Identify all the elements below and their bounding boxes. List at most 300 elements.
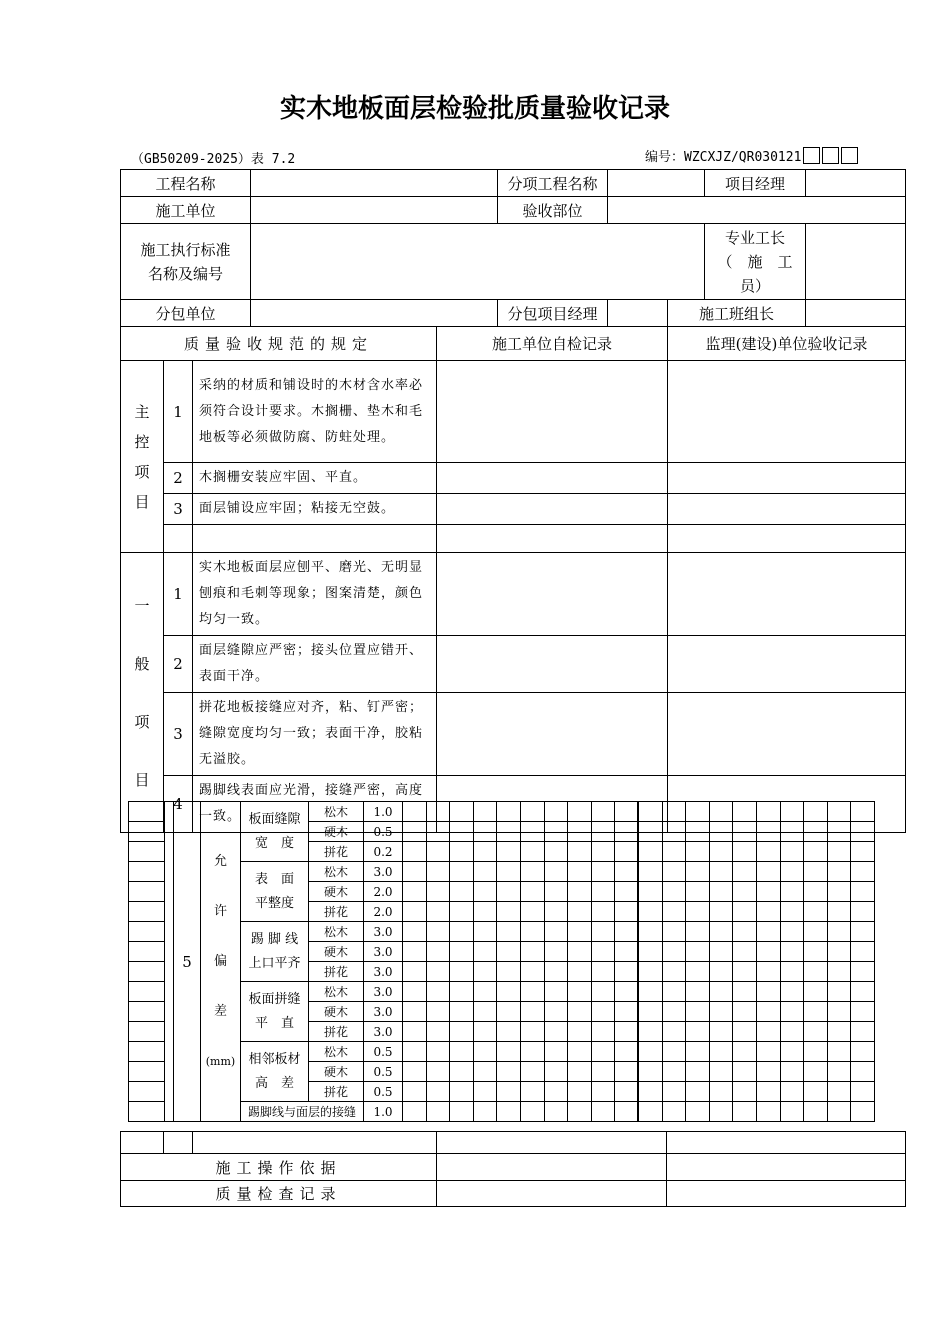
- supervision-cell[interactable]: [686, 882, 710, 902]
- supervision-cell[interactable]: [686, 922, 710, 942]
- measure-cell[interactable]: [615, 862, 639, 882]
- supervision-cell[interactable]: [733, 802, 757, 822]
- general-item-supervision[interactable]: [668, 636, 906, 693]
- supervision-cell[interactable]: [638, 1042, 662, 1062]
- measure-cell[interactable]: [450, 942, 474, 962]
- measure-cell[interactable]: [450, 982, 474, 1002]
- supervision-cell[interactable]: [662, 842, 686, 862]
- supervision-cell[interactable]: [733, 1102, 757, 1122]
- supervision-cell[interactable]: [756, 982, 780, 1002]
- measure-cell[interactable]: [520, 802, 544, 822]
- measure-cell[interactable]: [591, 842, 615, 862]
- supervision-cell[interactable]: [780, 1022, 804, 1042]
- measure-cell[interactable]: [520, 1022, 544, 1042]
- supervision-cell[interactable]: [662, 962, 686, 982]
- measure-cell[interactable]: [544, 802, 568, 822]
- measure-cell[interactable]: [520, 1082, 544, 1102]
- supervision-cell[interactable]: [756, 842, 780, 862]
- supervision-cell[interactable]: [827, 902, 851, 922]
- measure-cell[interactable]: [544, 822, 568, 842]
- supervision-cell[interactable]: [756, 922, 780, 942]
- supervision-cell[interactable]: [756, 962, 780, 982]
- measure-cell[interactable]: [544, 922, 568, 942]
- supervision-cell[interactable]: [638, 902, 662, 922]
- supervision-cell[interactable]: [638, 1062, 662, 1082]
- measure-cell[interactable]: [450, 1082, 474, 1102]
- measure-cell[interactable]: [497, 962, 521, 982]
- measure-cell[interactable]: [403, 882, 427, 902]
- supervision-cell[interactable]: [709, 1102, 733, 1122]
- supervision-cell[interactable]: [804, 1002, 828, 1022]
- measure-cell[interactable]: [426, 1042, 450, 1062]
- supervision-cell[interactable]: [638, 1102, 662, 1122]
- measure-cell[interactable]: [497, 822, 521, 842]
- supervision-cell[interactable]: [780, 1102, 804, 1122]
- supervision-cell[interactable]: [662, 822, 686, 842]
- measure-cell[interactable]: [568, 902, 592, 922]
- measure-cell[interactable]: [591, 1002, 615, 1022]
- measure-cell[interactable]: [615, 822, 639, 842]
- acceptance-part-field[interactable]: [608, 197, 906, 224]
- code-box-2[interactable]: [822, 147, 839, 164]
- measure-cell[interactable]: [403, 1082, 427, 1102]
- measure-cell[interactable]: [473, 822, 497, 842]
- measure-cell[interactable]: [473, 1042, 497, 1062]
- measure-cell[interactable]: [544, 1042, 568, 1062]
- supervision-cell[interactable]: [827, 1062, 851, 1082]
- supervision-cell[interactable]: [851, 1022, 875, 1042]
- measure-cell[interactable]: [544, 842, 568, 862]
- measure-cell[interactable]: [568, 802, 592, 822]
- supervision-cell[interactable]: [804, 802, 828, 822]
- measure-cell[interactable]: [568, 1022, 592, 1042]
- supervision-cell[interactable]: [733, 962, 757, 982]
- supervision-cell[interactable]: [638, 1002, 662, 1022]
- measure-cell[interactable]: [497, 1102, 521, 1122]
- supervision-cell[interactable]: [756, 862, 780, 882]
- supervision-cell[interactable]: [638, 1022, 662, 1042]
- measure-cell[interactable]: [473, 882, 497, 902]
- supervision-cell[interactable]: [709, 882, 733, 902]
- supervision-cell[interactable]: [804, 862, 828, 882]
- measure-cell[interactable]: [473, 1022, 497, 1042]
- supervision-cell[interactable]: [662, 1002, 686, 1022]
- project-name-field[interactable]: [251, 170, 498, 197]
- main-item-self-check[interactable]: [437, 361, 668, 463]
- measure-cell[interactable]: [568, 1082, 592, 1102]
- supervision-cell[interactable]: [756, 882, 780, 902]
- supervision-cell[interactable]: [733, 1022, 757, 1042]
- general-item-supervision[interactable]: [668, 553, 906, 636]
- supervision-cell[interactable]: [827, 942, 851, 962]
- measure-cell[interactable]: [426, 1002, 450, 1022]
- measure-cell[interactable]: [403, 1002, 427, 1022]
- measure-cell[interactable]: [520, 982, 544, 1002]
- supervision-cell[interactable]: [827, 1102, 851, 1122]
- supervision-cell[interactable]: [686, 802, 710, 822]
- supervision-cell[interactable]: [827, 962, 851, 982]
- main-item-self-check[interactable]: [437, 463, 668, 494]
- supervision-cell[interactable]: [686, 1062, 710, 1082]
- measure-cell[interactable]: [403, 862, 427, 882]
- supervision-cell[interactable]: [851, 862, 875, 882]
- supervision-cell[interactable]: [686, 902, 710, 922]
- measure-cell[interactable]: [615, 1042, 639, 1062]
- measure-cell[interactable]: [591, 1082, 615, 1102]
- supervision-cell[interactable]: [733, 822, 757, 842]
- basis-self-check[interactable]: [437, 1154, 667, 1181]
- supervision-cell[interactable]: [851, 922, 875, 942]
- measure-cell[interactable]: [426, 882, 450, 902]
- measure-cell[interactable]: [450, 1102, 474, 1122]
- measure-cell[interactable]: [615, 1022, 639, 1042]
- supervision-cell[interactable]: [662, 1102, 686, 1122]
- measure-cell[interactable]: [426, 802, 450, 822]
- supervision-cell[interactable]: [780, 862, 804, 882]
- measure-cell[interactable]: [426, 962, 450, 982]
- supervision-cell[interactable]: [827, 822, 851, 842]
- supervision-cell[interactable]: [827, 842, 851, 862]
- measure-cell[interactable]: [403, 822, 427, 842]
- project-manager-field[interactable]: [806, 170, 906, 197]
- supervision-cell[interactable]: [709, 922, 733, 942]
- supervision-cell[interactable]: [756, 1102, 780, 1122]
- supervision-cell[interactable]: [662, 1082, 686, 1102]
- supervision-cell[interactable]: [851, 822, 875, 842]
- measure-cell[interactable]: [615, 962, 639, 982]
- supervision-cell[interactable]: [733, 842, 757, 862]
- supervision-cell[interactable]: [709, 842, 733, 862]
- measure-cell[interactable]: [426, 982, 450, 1002]
- supervision-cell[interactable]: [709, 902, 733, 922]
- measure-cell[interactable]: [591, 962, 615, 982]
- measure-cell[interactable]: [403, 982, 427, 1002]
- measure-cell[interactable]: [568, 942, 592, 962]
- supervision-cell[interactable]: [851, 1042, 875, 1062]
- measure-cell[interactable]: [426, 1022, 450, 1042]
- supervision-cell[interactable]: [780, 902, 804, 922]
- supervision-cell[interactable]: [709, 822, 733, 842]
- measure-cell[interactable]: [426, 862, 450, 882]
- supervision-cell[interactable]: [709, 962, 733, 982]
- supervision-cell[interactable]: [827, 1042, 851, 1062]
- supervision-cell[interactable]: [733, 942, 757, 962]
- measure-cell[interactable]: [450, 802, 474, 822]
- measure-cell[interactable]: [591, 802, 615, 822]
- measure-cell[interactable]: [403, 942, 427, 962]
- supervision-cell[interactable]: [780, 802, 804, 822]
- measure-cell[interactable]: [450, 862, 474, 882]
- measure-cell[interactable]: [450, 922, 474, 942]
- measure-cell[interactable]: [615, 1062, 639, 1082]
- measure-cell[interactable]: [473, 1062, 497, 1082]
- supervision-cell[interactable]: [756, 902, 780, 922]
- supervision-cell[interactable]: [804, 922, 828, 942]
- measure-cell[interactable]: [615, 982, 639, 1002]
- supervision-cell[interactable]: [638, 842, 662, 862]
- supervision-cell[interactable]: [851, 1062, 875, 1082]
- measure-cell[interactable]: [615, 802, 639, 822]
- supervision-cell[interactable]: [709, 1082, 733, 1102]
- measure-cell[interactable]: [615, 842, 639, 862]
- measure-cell[interactable]: [544, 1102, 568, 1122]
- supervision-cell[interactable]: [638, 962, 662, 982]
- supervision-cell[interactable]: [709, 1042, 733, 1062]
- supervision-cell[interactable]: [804, 1022, 828, 1042]
- measure-cell[interactable]: [520, 842, 544, 862]
- measure-cell[interactable]: [473, 922, 497, 942]
- supervision-cell[interactable]: [804, 962, 828, 982]
- supervision-cell[interactable]: [780, 922, 804, 942]
- measure-cell[interactable]: [591, 982, 615, 1002]
- supervision-cell[interactable]: [851, 902, 875, 922]
- supervision-cell[interactable]: [780, 942, 804, 962]
- measure-cell[interactable]: [520, 1002, 544, 1022]
- supervision-cell[interactable]: [804, 1082, 828, 1102]
- code-box-3[interactable]: [841, 147, 858, 164]
- measure-cell[interactable]: [403, 1102, 427, 1122]
- measure-cell[interactable]: [450, 962, 474, 982]
- supervision-cell[interactable]: [662, 1042, 686, 1062]
- supervision-cell[interactable]: [638, 942, 662, 962]
- supervision-cell[interactable]: [851, 1002, 875, 1022]
- supervision-cell[interactable]: [662, 882, 686, 902]
- supervision-cell[interactable]: [804, 1062, 828, 1082]
- measure-cell[interactable]: [426, 842, 450, 862]
- supervision-cell[interactable]: [780, 982, 804, 1002]
- measure-cell[interactable]: [473, 1002, 497, 1022]
- measure-cell[interactable]: [544, 882, 568, 902]
- supervision-cell[interactable]: [780, 882, 804, 902]
- supervision-cell[interactable]: [733, 1002, 757, 1022]
- measure-cell[interactable]: [473, 802, 497, 822]
- measure-cell[interactable]: [568, 842, 592, 862]
- measure-cell[interactable]: [520, 1062, 544, 1082]
- measure-cell[interactable]: [520, 902, 544, 922]
- measure-cell[interactable]: [426, 922, 450, 942]
- measure-cell[interactable]: [591, 1062, 615, 1082]
- measure-cell[interactable]: [544, 1062, 568, 1082]
- record-self-check[interactable]: [437, 1181, 667, 1207]
- supervision-cell[interactable]: [662, 942, 686, 962]
- supervision-cell[interactable]: [638, 922, 662, 942]
- measure-cell[interactable]: [450, 882, 474, 902]
- supervision-cell[interactable]: [638, 822, 662, 842]
- supervision-cell[interactable]: [756, 942, 780, 962]
- supervision-cell[interactable]: [638, 1082, 662, 1102]
- supervision-cell[interactable]: [686, 1082, 710, 1102]
- supervision-cell[interactable]: [686, 862, 710, 882]
- measure-cell[interactable]: [544, 1002, 568, 1022]
- measure-cell[interactable]: [568, 1102, 592, 1122]
- measure-cell[interactable]: [615, 922, 639, 942]
- supervision-cell[interactable]: [827, 802, 851, 822]
- supervision-cell[interactable]: [804, 822, 828, 842]
- supervision-cell[interactable]: [662, 982, 686, 1002]
- supervision-cell[interactable]: [686, 1022, 710, 1042]
- supervision-cell[interactable]: [733, 882, 757, 902]
- supervision-cell[interactable]: [804, 1102, 828, 1122]
- general-item-self-check[interactable]: [437, 636, 668, 693]
- supervision-cell[interactable]: [827, 1022, 851, 1042]
- measure-cell[interactable]: [497, 922, 521, 942]
- blank-supervision[interactable]: [667, 1132, 906, 1154]
- supervision-cell[interactable]: [709, 942, 733, 962]
- measure-cell[interactable]: [497, 902, 521, 922]
- measure-cell[interactable]: [403, 962, 427, 982]
- measure-cell[interactable]: [568, 862, 592, 882]
- supervision-cell[interactable]: [733, 902, 757, 922]
- measure-cell[interactable]: [615, 1082, 639, 1102]
- measure-cell[interactable]: [591, 922, 615, 942]
- supervision-cell[interactable]: [827, 982, 851, 1002]
- supervision-cell[interactable]: [780, 842, 804, 862]
- measure-cell[interactable]: [520, 1042, 544, 1062]
- measure-cell[interactable]: [591, 862, 615, 882]
- measure-cell[interactable]: [450, 842, 474, 862]
- general-item-self-check[interactable]: [437, 693, 668, 776]
- measure-cell[interactable]: [615, 1102, 639, 1122]
- measure-cell[interactable]: [568, 982, 592, 1002]
- measure-cell[interactable]: [497, 1062, 521, 1082]
- measure-cell[interactable]: [403, 842, 427, 862]
- measure-cell[interactable]: [568, 822, 592, 842]
- supervision-cell[interactable]: [851, 1082, 875, 1102]
- measure-cell[interactable]: [403, 1022, 427, 1042]
- supervision-cell[interactable]: [851, 962, 875, 982]
- supervision-cell[interactable]: [662, 1022, 686, 1042]
- measure-cell[interactable]: [544, 862, 568, 882]
- supervision-cell[interactable]: [662, 862, 686, 882]
- measure-cell[interactable]: [520, 922, 544, 942]
- supervision-cell[interactable]: [709, 1002, 733, 1022]
- code-box-1[interactable]: [803, 147, 820, 164]
- supervision-cell[interactable]: [638, 982, 662, 1002]
- measure-cell[interactable]: [426, 822, 450, 842]
- supervision-cell[interactable]: [686, 962, 710, 982]
- measure-cell[interactable]: [473, 962, 497, 982]
- measure-cell[interactable]: [450, 1002, 474, 1022]
- measure-cell[interactable]: [591, 1102, 615, 1122]
- foreman-field[interactable]: [806, 224, 906, 300]
- supervision-cell[interactable]: [804, 1042, 828, 1062]
- measure-cell[interactable]: [497, 802, 521, 822]
- measure-cell[interactable]: [426, 902, 450, 922]
- supervision-cell[interactable]: [851, 882, 875, 902]
- supervision-cell[interactable]: [638, 862, 662, 882]
- measure-cell[interactable]: [497, 942, 521, 962]
- measure-cell[interactable]: [473, 942, 497, 962]
- supervision-cell[interactable]: [686, 822, 710, 842]
- measure-cell[interactable]: [473, 982, 497, 1002]
- measure-cell[interactable]: [403, 802, 427, 822]
- measure-cell[interactable]: [591, 1022, 615, 1042]
- measure-cell[interactable]: [544, 962, 568, 982]
- measure-cell[interactable]: [497, 1022, 521, 1042]
- measure-cell[interactable]: [544, 1082, 568, 1102]
- supervision-cell[interactable]: [733, 1042, 757, 1062]
- record-supervision[interactable]: [667, 1181, 906, 1207]
- supervision-cell[interactable]: [686, 1042, 710, 1062]
- supervision-cell[interactable]: [686, 1102, 710, 1122]
- measure-cell[interactable]: [568, 1002, 592, 1022]
- sub-pm-field[interactable]: [608, 300, 668, 327]
- measure-cell[interactable]: [615, 1002, 639, 1022]
- supervision-cell[interactable]: [662, 902, 686, 922]
- supervision-cell[interactable]: [780, 822, 804, 842]
- measure-cell[interactable]: [497, 1082, 521, 1102]
- supervision-cell[interactable]: [756, 1082, 780, 1102]
- supervision-cell[interactable]: [780, 962, 804, 982]
- measure-cell[interactable]: [450, 1022, 474, 1042]
- supervision-cell[interactable]: [851, 1102, 875, 1122]
- supervision-cell[interactable]: [780, 1042, 804, 1062]
- main-item-supervision[interactable]: [668, 525, 906, 553]
- measure-cell[interactable]: [403, 1042, 427, 1062]
- measure-cell[interactable]: [568, 1042, 592, 1062]
- supervision-cell[interactable]: [733, 922, 757, 942]
- supervision-cell[interactable]: [851, 982, 875, 1002]
- measure-cell[interactable]: [520, 862, 544, 882]
- measure-cell[interactable]: [473, 1102, 497, 1122]
- supervision-cell[interactable]: [686, 1002, 710, 1022]
- measure-cell[interactable]: [591, 942, 615, 962]
- supervision-cell[interactable]: [709, 862, 733, 882]
- measure-cell[interactable]: [520, 882, 544, 902]
- supervision-cell[interactable]: [662, 922, 686, 942]
- measure-cell[interactable]: [403, 922, 427, 942]
- supervision-cell[interactable]: [851, 842, 875, 862]
- measure-cell[interactable]: [497, 1042, 521, 1062]
- supervision-cell[interactable]: [827, 862, 851, 882]
- blank-self-check[interactable]: [437, 1132, 667, 1154]
- general-item-self-check[interactable]: [437, 553, 668, 636]
- supervision-cell[interactable]: [638, 882, 662, 902]
- main-item-self-check[interactable]: [437, 494, 668, 525]
- supervision-cell[interactable]: [827, 922, 851, 942]
- supervision-cell[interactable]: [756, 822, 780, 842]
- measure-cell[interactable]: [426, 1082, 450, 1102]
- supervision-cell[interactable]: [709, 1022, 733, 1042]
- supervision-cell[interactable]: [662, 802, 686, 822]
- measure-cell[interactable]: [520, 942, 544, 962]
- measure-cell[interactable]: [615, 882, 639, 902]
- measure-cell[interactable]: [544, 1022, 568, 1042]
- measure-cell[interactable]: [473, 862, 497, 882]
- supervision-cell[interactable]: [686, 942, 710, 962]
- measure-cell[interactable]: [450, 822, 474, 842]
- main-item-supervision[interactable]: [668, 463, 906, 494]
- measure-cell[interactable]: [403, 1062, 427, 1082]
- supervision-cell[interactable]: [804, 982, 828, 1002]
- supervision-cell[interactable]: [638, 802, 662, 822]
- measure-cell[interactable]: [568, 882, 592, 902]
- measure-cell[interactable]: [520, 822, 544, 842]
- measure-cell[interactable]: [426, 1102, 450, 1122]
- measure-cell[interactable]: [426, 942, 450, 962]
- sub-project-field[interactable]: [608, 170, 705, 197]
- supervision-cell[interactable]: [827, 1002, 851, 1022]
- measure-cell[interactable]: [473, 902, 497, 922]
- supervision-cell[interactable]: [827, 882, 851, 902]
- supervision-cell[interactable]: [709, 982, 733, 1002]
- measure-cell[interactable]: [497, 1002, 521, 1022]
- measure-cell[interactable]: [591, 902, 615, 922]
- supervision-cell[interactable]: [804, 842, 828, 862]
- measure-cell[interactable]: [450, 1042, 474, 1062]
- measure-cell[interactable]: [520, 1102, 544, 1122]
- supervision-cell[interactable]: [709, 802, 733, 822]
